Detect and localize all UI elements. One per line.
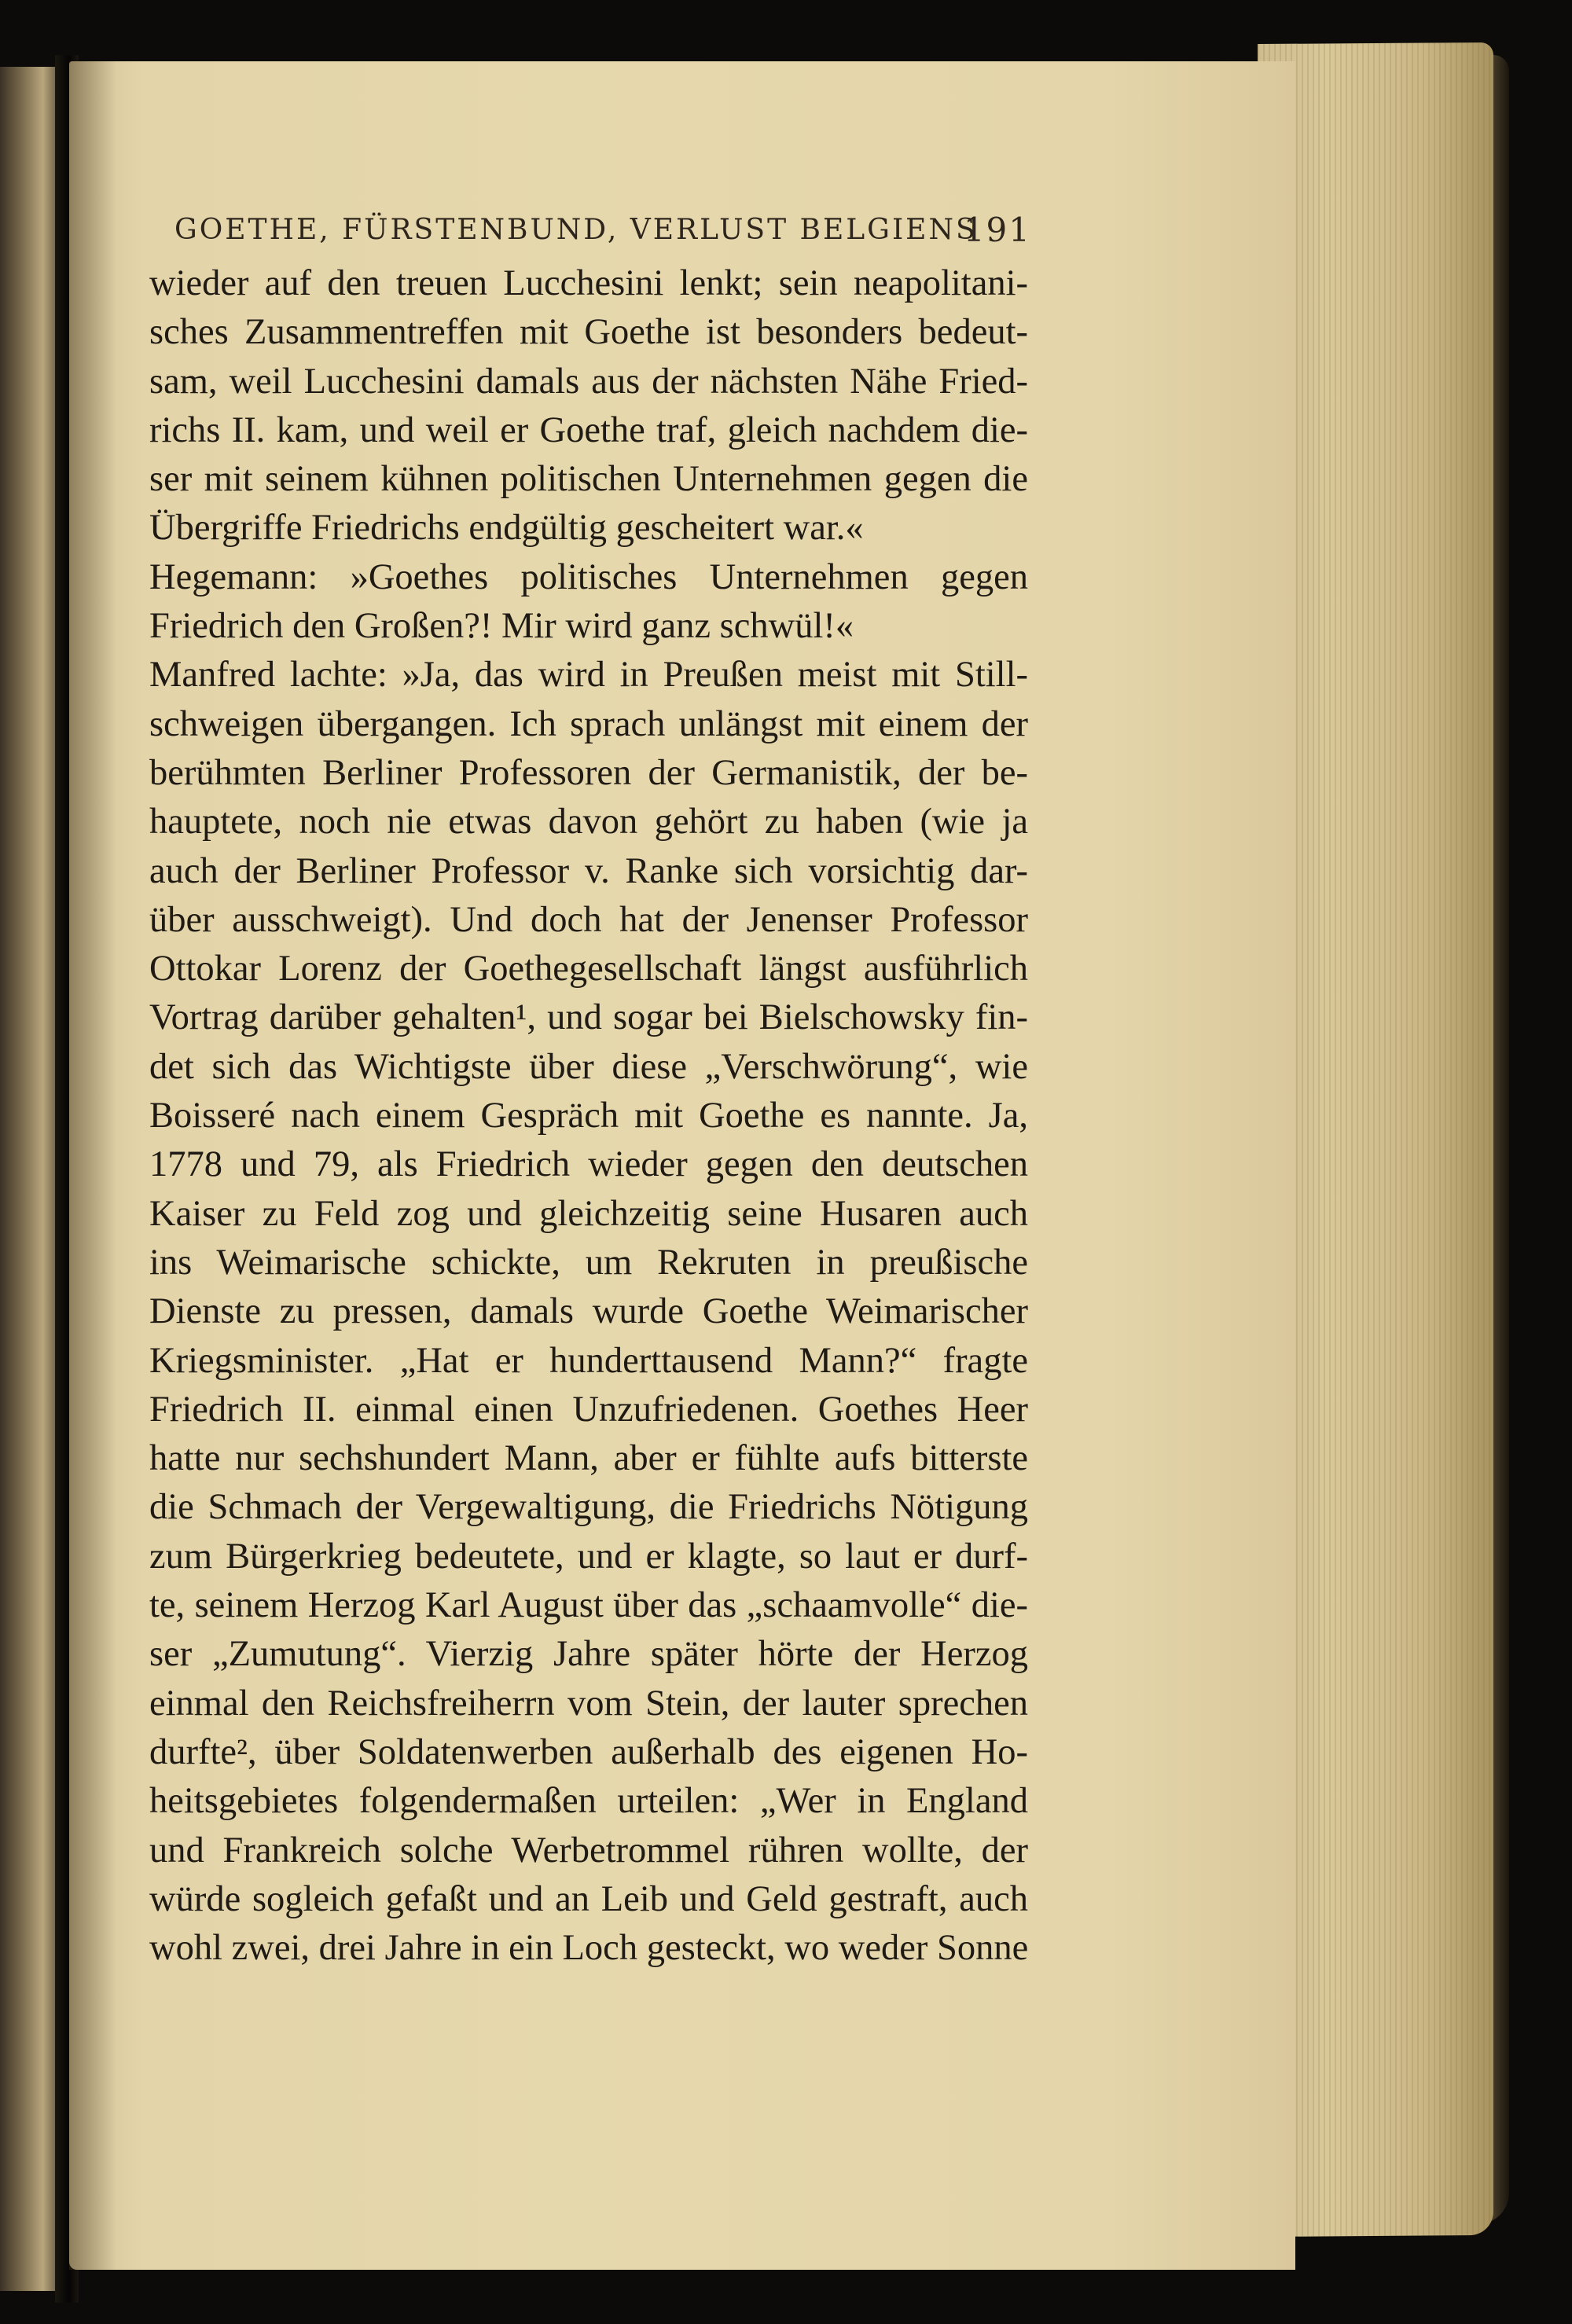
text-line: zum Bürgerkrieg bedeutete, und er klagte, so laut er durf- — [149, 1536, 1028, 1577]
text-line: Kriegsminister. „Hat er hunderttausend Mann?“ fragte — [149, 1340, 1028, 1381]
text-line: würde sogleich gefaßt und an Leib und Geld gestraft, auch — [149, 1878, 1028, 1919]
text-line: über ausschweigt). Und doch hat der Jenenser Professor — [149, 899, 1028, 940]
text-line: Ottokar Lorenz der Goethegesellschaft längst ausführlich — [149, 949, 1028, 989]
text-line: Kaiser zu Feld zog und gleichzeitig seine Husaren auch — [149, 1193, 1028, 1234]
text-line: det sich das Wichtigste über diese „Verschwörung“, wie — [149, 1046, 1028, 1087]
text-line: Übergriffe Friedrichs endgültig gescheitert war.« — [149, 508, 864, 549]
text-line: sam, weil Lucchesini damals aus der nächsten Nähe Fried- — [149, 361, 1028, 402]
text-line: die Schmach der Vergewaltigung, die Friedrichs Nötigung — [149, 1487, 1028, 1528]
text-line: Friedrich II. einmal einen Unzufriedenen. Goethes Heer — [149, 1389, 1028, 1430]
text-line: auch der Berliner Professor v. Ranke sich vorsichtig dar- — [149, 850, 1028, 891]
text-line: ins Weimarische schickte, um Rekruten in preußische — [149, 1242, 1028, 1283]
text-line: Boisseré nach einem Gespräch mit Goethe es nannte. Ja, — [149, 1096, 1028, 1136]
text-line: ser mit seinem kühnen politischen Unternehmen gegen die — [149, 459, 1028, 500]
text-line: Hegemann: »Goethes politisches Unternehmen gegen — [149, 556, 1028, 597]
text-line: durfte², über Soldatenwerben außerhalb des eigenen Ho- — [149, 1731, 1028, 1772]
text-line: schweigen übergangen. Ich sprach unlängst mit einem der — [149, 703, 1028, 744]
text-line: heitsgebietes folgendermaßen urteilen: „Wer in England — [149, 1781, 1028, 1822]
body-text — [149, 259, 1028, 1973]
text-line: te, seinem Herzog Karl August über das „schaamvolle“ die- — [149, 1585, 1028, 1626]
page-number: 191 — [963, 211, 1031, 249]
text-line: Friedrich den Großen?! Mir wird ganz schwül!« — [149, 606, 854, 647]
left-page-edge — [0, 67, 61, 2291]
text-line: richs II. kam, und weil er Goethe traf, gleich nachdem die- — [149, 409, 1028, 450]
text-line: berühmten Berliner Professoren der Germanistik, der be- — [149, 752, 1028, 793]
text-line: hatte nur sechshundert Mann, aber er fühlte aufs bitterste — [149, 1438, 1028, 1479]
text-line: Dienste zu pressen, damals wurde Goethe Weimarischer — [149, 1291, 1028, 1332]
running-title: GOETHE, FÜRSTENBUND, VERLUST BELGIENS — [174, 214, 978, 246]
text-line: Manfred lachte: »Ja, das wird in Preußen meist mit Still- — [149, 655, 1028, 696]
text-line: 1778 und 79, als Friedrich wieder gegen den deutschen — [149, 1144, 1028, 1185]
text-line: ser „Zumutung“. Vierzig Jahre später hörte der Herzog — [149, 1634, 1028, 1675]
text-line: wieder auf den treuen Lucchesini lenkt; sein neapolitani- — [149, 263, 1028, 303]
text-line: einmal den Reichsfreiherrn vom Stein, der lauter sprechen — [149, 1683, 1028, 1724]
text-line: sches Zusammentreffen mit Goethe ist besonders bedeut- — [149, 312, 1028, 353]
text-line: wohl zwei, drei Jahre in ein Loch gesteckt, wo weder Sonne — [149, 1928, 1029, 1969]
text-line: und Frankreich solche Werbetrommel rühren wollte, der — [149, 1830, 1028, 1871]
text-line: hauptete, noch nie etwas davon gehört zu haben (wie ja — [149, 802, 1028, 843]
text-line: Vortrag darüber gehalten¹, und sogar bei Bielschowsky fin- — [149, 997, 1028, 1038]
